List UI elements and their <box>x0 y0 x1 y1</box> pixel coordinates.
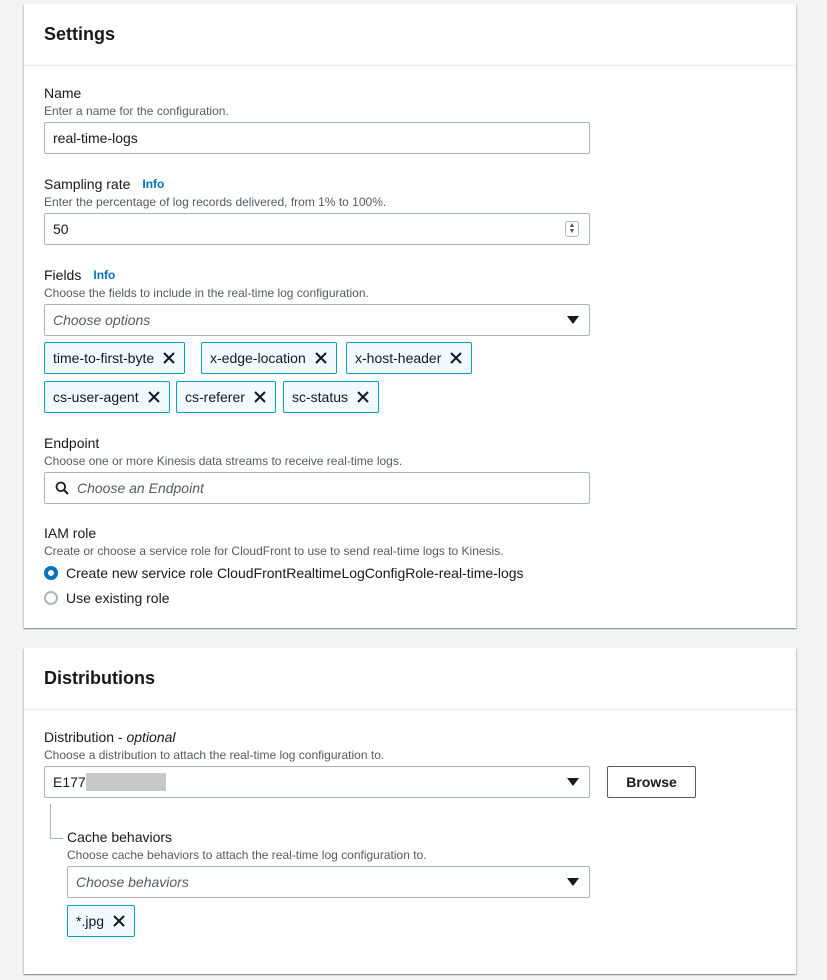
fields-description: Choose the fields to include in the real-time log configuration. <box>44 286 369 300</box>
distribution-value: E177 <box>53 774 86 790</box>
sampling-label: Sampling rate <box>44 176 131 192</box>
distribution-label-row <box>44 729 176 745</box>
cache-behavior-token-label: *.jpg <box>76 913 105 929</box>
distribution-label: Distribution <box>44 729 115 745</box>
distributions-header <box>24 648 796 710</box>
endpoint-description: Choose one or more Kinesis data streams to receive real-time logs. <box>44 454 403 468</box>
remove-token-icon[interactable] <box>112 914 126 928</box>
field-token <box>201 342 337 374</box>
number-stepper-icon[interactable]: ▲ ▼ <box>565 221 579 237</box>
tree-connector <box>50 804 63 839</box>
field-token-label: time-to-first-byte <box>53 350 155 366</box>
endpoint-placeholder: Choose an Endpoint <box>77 480 204 496</box>
field-token-label: x-host-header <box>355 350 442 366</box>
radio-unchecked-icon[interactable] <box>44 591 58 605</box>
endpoint-search-input[interactable] <box>44 472 590 504</box>
cache-behaviors-placeholder: Choose behaviors <box>76 874 189 890</box>
caret-down-icon <box>567 778 579 786</box>
radio-use-existing-role-label: Use existing role <box>66 590 170 606</box>
settings-header <box>24 4 796 66</box>
iam-role-label: IAM role <box>44 525 97 541</box>
field-token-label: x-edge-location <box>210 350 306 366</box>
field-token-label: cs-user-agent <box>53 389 139 405</box>
field-token <box>176 381 276 413</box>
search-icon <box>55 481 69 495</box>
radio-create-new-role[interactable] <box>44 565 524 581</box>
cache-behaviors-select[interactable] <box>67 866 590 898</box>
sampling-label-row <box>44 176 164 192</box>
fields-label-row <box>44 267 115 283</box>
distribution-select[interactable] <box>44 766 590 798</box>
settings-title: Settings <box>44 24 116 44</box>
remove-token-icon[interactable] <box>162 351 176 365</box>
field-token-label: cs-referer <box>185 389 245 405</box>
remove-token-icon[interactable] <box>449 351 463 365</box>
sampling-description: Enter the percentage of log records delivered, from 1% to 100%. <box>44 195 387 209</box>
name-label: Name <box>44 85 82 101</box>
distributions-panel <box>24 648 796 974</box>
cache-behavior-token <box>67 905 135 937</box>
browse-button[interactable]: Browse <box>607 766 696 798</box>
caret-down-icon <box>567 316 579 324</box>
remove-token-icon[interactable] <box>147 390 161 404</box>
field-token <box>283 381 379 413</box>
redacted-id <box>86 773 166 791</box>
remove-token-icon[interactable] <box>314 351 328 365</box>
distribution-optional: optional <box>126 729 176 745</box>
fields-select[interactable] <box>44 304 590 336</box>
sampling-rate-input[interactable] <box>44 213 590 245</box>
radio-checked-icon[interactable] <box>44 566 58 580</box>
name-input[interactable] <box>44 122 590 154</box>
endpoint-label: Endpoint <box>44 435 100 451</box>
distribution-description: Choose a distribution to attach the real-time log configuration to. <box>44 748 385 762</box>
name-description: Enter a name for the configuration. <box>44 104 229 118</box>
sampling-info-link[interactable]: Info <box>142 177 165 191</box>
remove-token-icon[interactable] <box>356 390 370 404</box>
fields-label: Fields <box>44 267 82 283</box>
settings-panel <box>24 4 796 628</box>
field-token <box>346 342 472 374</box>
field-token <box>44 381 170 413</box>
sampling-rate-value: 50 <box>53 221 69 237</box>
field-token-label: sc-status <box>292 389 349 405</box>
cache-behaviors-label: Cache behaviors <box>67 829 173 845</box>
remove-token-icon[interactable] <box>253 390 267 404</box>
fields-placeholder: Choose options <box>53 312 151 328</box>
radio-create-new-role-label: Create new service role CloudFrontRealtimeLogConfigRole-real-time-logs <box>66 565 524 581</box>
distribution-label-separator: - <box>114 729 127 745</box>
iam-role-description: Create or choose a service role for CloudFront to use to send real-time logs to Kinesis. <box>44 544 504 558</box>
field-token <box>44 342 185 374</box>
cache-behaviors-description: Choose cache behaviors to attach the real-time log configuration to. <box>67 848 427 862</box>
name-input-value: real-time-logs <box>53 130 138 146</box>
fields-info-link[interactable]: Info <box>93 268 116 282</box>
radio-use-existing-role[interactable] <box>44 590 170 606</box>
caret-down-icon <box>567 878 579 886</box>
distributions-title: Distributions <box>44 668 155 688</box>
